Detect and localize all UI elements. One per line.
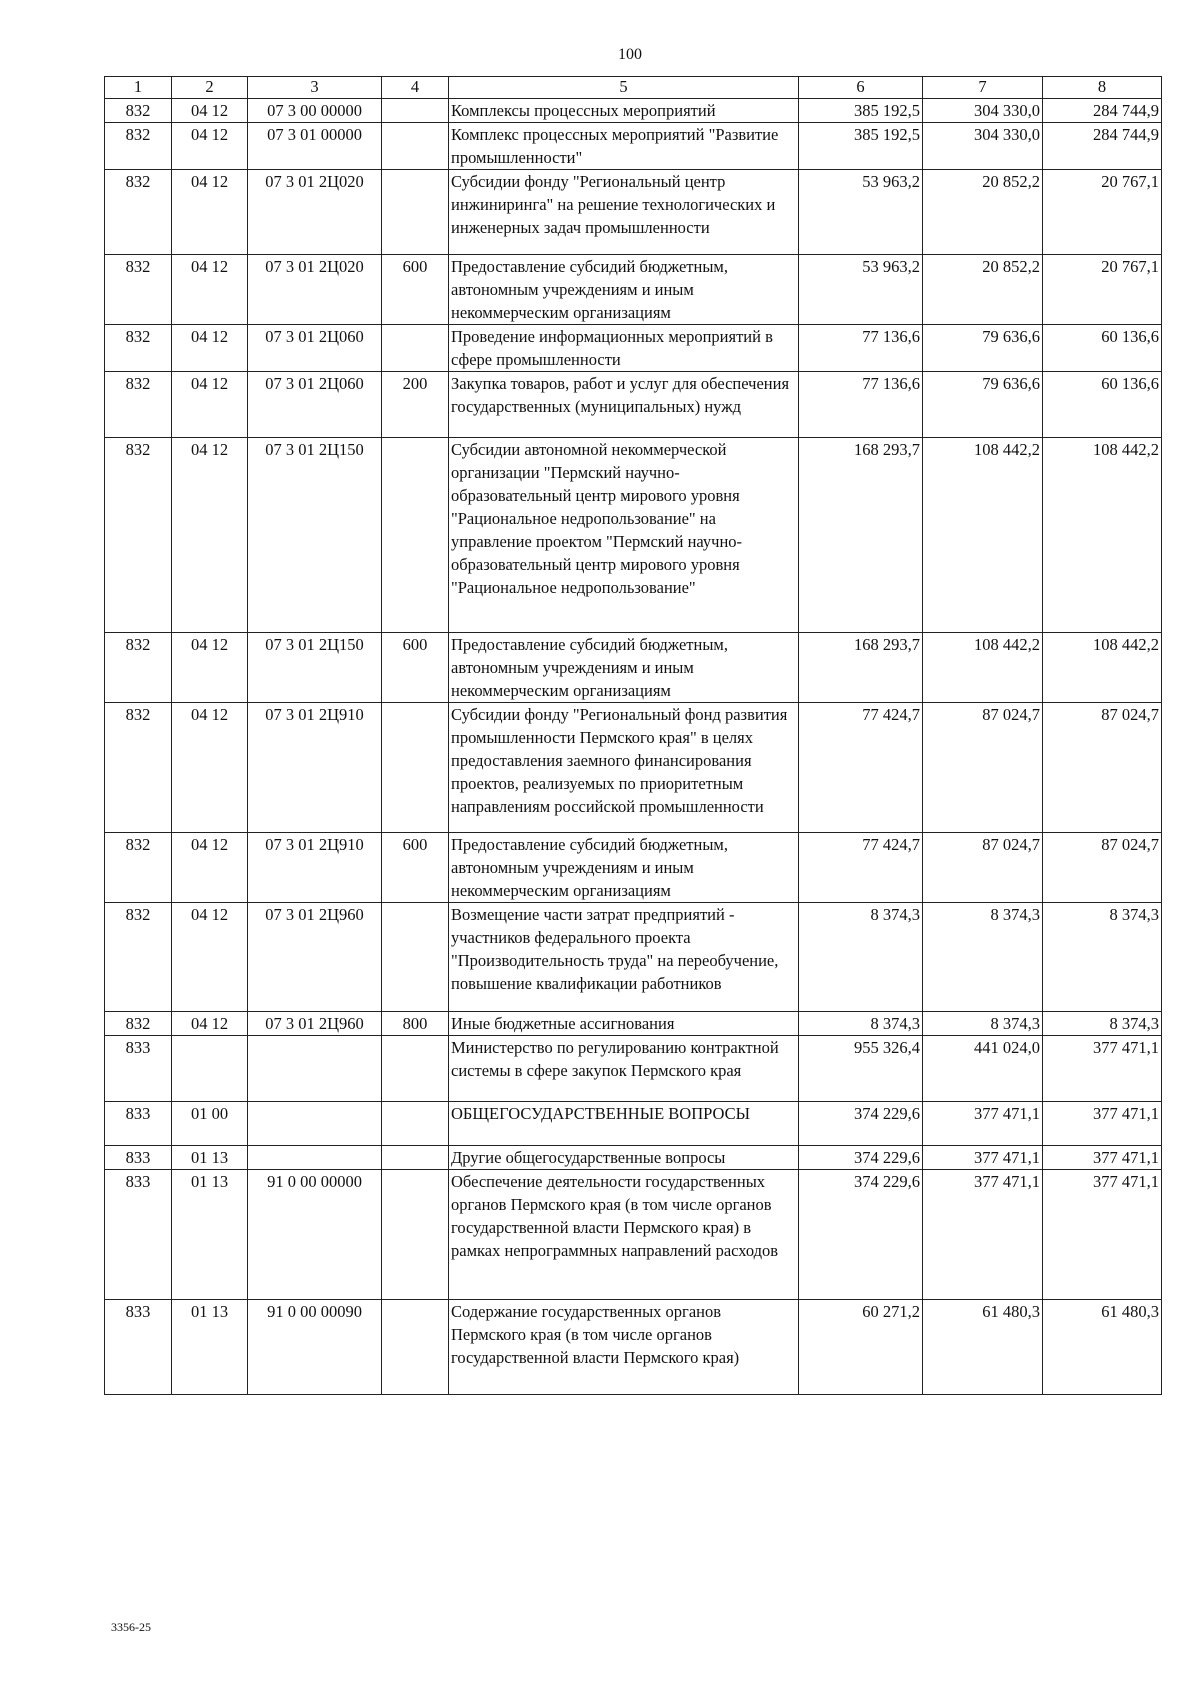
amount-col8-cell: 8 374,3 (1043, 1012, 1162, 1036)
amount-col7-cell: 20 852,2 (923, 170, 1043, 255)
table-row (105, 633, 1162, 703)
amount-col7-cell: 79 636,6 (923, 325, 1043, 372)
amount-col7-cell: 20 852,2 (923, 255, 1043, 325)
grbs-code-cell: 832 (105, 1012, 172, 1036)
amount-col8-cell: 377 471,1 (1043, 1170, 1162, 1300)
description-cell: Закупка товаров, работ и услуг для обеспечения государственных (муниципальных) нужд (449, 372, 799, 438)
expense-type-cell: 800 (382, 1012, 449, 1036)
target-article-cell: 07 3 01 2Ц020 (248, 255, 382, 325)
description-cell: Проведение информационных мероприятий в сфере промышленности (449, 325, 799, 372)
grbs-code-cell: 833 (105, 1170, 172, 1300)
page-number: 100 (618, 46, 642, 63)
expense-type-cell (382, 1300, 449, 1395)
target-article-cell: 07 3 01 2Ц150 (248, 438, 382, 633)
expense-type-cell (382, 438, 449, 633)
column-header: 4 (382, 77, 449, 99)
description-cell: Предоставление субсидий бюджетным, автономным учреждениям и иным некоммерческим организациям (449, 633, 799, 703)
amount-col8-cell: 60 136,6 (1043, 372, 1162, 438)
amount-col7-cell: 8 374,3 (923, 1012, 1043, 1036)
budget-table (104, 76, 1162, 1395)
description-cell: Субсидии фонду "Региональный центр инжиниринга" на решение технологических и инженерных задач промышленности (449, 170, 799, 255)
amount-col7-cell: 8 374,3 (923, 903, 1043, 1012)
amount-col8-cell: 20 767,1 (1043, 255, 1162, 325)
amount-col6-cell: 385 192,5 (799, 123, 923, 170)
amount-col7-cell: 377 471,1 (923, 1146, 1043, 1170)
table-row (105, 1300, 1162, 1395)
amount-col7-cell: 87 024,7 (923, 703, 1043, 833)
target-article-cell: 07 3 01 2Ц060 (248, 325, 382, 372)
amount-col7-cell: 304 330,0 (923, 123, 1043, 170)
amount-col6-cell: 374 229,6 (799, 1102, 923, 1146)
expense-type-cell (382, 99, 449, 123)
column-header: 7 (923, 77, 1043, 99)
section-code-cell: 04 12 (172, 633, 248, 703)
amount-col8-cell: 108 442,2 (1043, 633, 1162, 703)
description-cell: Комплексы процессных мероприятий (449, 99, 799, 123)
amount-col6-cell: 77 136,6 (799, 372, 923, 438)
section-code-cell: 04 12 (172, 1012, 248, 1036)
table-row (105, 325, 1162, 372)
grbs-code-cell: 832 (105, 123, 172, 170)
description-cell: Иные бюджетные ассигнования (449, 1012, 799, 1036)
table-row (105, 1146, 1162, 1170)
section-code-cell: 01 13 (172, 1146, 248, 1170)
table-row (105, 170, 1162, 255)
description-cell: ОБЩЕГОСУДАРСТВЕННЫЕ ВОПРОСЫ (449, 1102, 799, 1146)
section-code-cell (172, 1036, 248, 1102)
table-row (105, 903, 1162, 1012)
target-article-cell: 07 3 01 2Ц910 (248, 833, 382, 903)
amount-col8-cell: 8 374,3 (1043, 903, 1162, 1012)
amount-col6-cell: 955 326,4 (799, 1036, 923, 1102)
grbs-code-cell: 832 (105, 833, 172, 903)
description-cell: Обеспечение деятельности государственных органов Пермского края (в том числе органов государственной власти Пермского края) в рамках непрограммных направлений расходов (449, 1170, 799, 1300)
table-row (105, 833, 1162, 903)
expense-type-cell: 200 (382, 372, 449, 438)
expense-type-cell (382, 1146, 449, 1170)
footer-code: 3356-25 (111, 1620, 151, 1634)
amount-col8-cell: 108 442,2 (1043, 438, 1162, 633)
column-header: 5 (449, 77, 799, 99)
section-code-cell: 04 12 (172, 325, 248, 372)
amount-col8-cell: 284 744,9 (1043, 99, 1162, 123)
table-row (105, 1170, 1162, 1300)
section-code-cell: 04 12 (172, 372, 248, 438)
expense-type-cell: 600 (382, 833, 449, 903)
amount-col8-cell: 377 471,1 (1043, 1036, 1162, 1102)
amount-col7-cell: 108 442,2 (923, 438, 1043, 633)
amount-col8-cell: 377 471,1 (1043, 1102, 1162, 1146)
table-row (105, 255, 1162, 325)
table-row (105, 99, 1162, 123)
column-header: 8 (1043, 77, 1162, 99)
grbs-code-cell: 832 (105, 99, 172, 123)
description-cell: Предоставление субсидий бюджетным, автономным учреждениям и иным некоммерческим организациям (449, 255, 799, 325)
amount-col7-cell: 377 471,1 (923, 1170, 1043, 1300)
amount-col6-cell: 385 192,5 (799, 99, 923, 123)
target-article-cell (248, 1102, 382, 1146)
expense-type-cell (382, 703, 449, 833)
target-article-cell: 07 3 01 00000 (248, 123, 382, 170)
section-code-cell: 04 12 (172, 170, 248, 255)
grbs-code-cell: 833 (105, 1146, 172, 1170)
amount-col6-cell: 374 229,6 (799, 1146, 923, 1170)
expense-type-cell (382, 123, 449, 170)
grbs-code-cell: 832 (105, 703, 172, 833)
grbs-code-cell: 832 (105, 903, 172, 1012)
amount-col8-cell: 87 024,7 (1043, 833, 1162, 903)
amount-col6-cell: 77 424,7 (799, 833, 923, 903)
amount-col7-cell: 87 024,7 (923, 833, 1043, 903)
amount-col6-cell: 168 293,7 (799, 633, 923, 703)
column-header: 6 (799, 77, 923, 99)
grbs-code-cell: 833 (105, 1300, 172, 1395)
expense-type-cell (382, 1102, 449, 1146)
amount-col6-cell: 60 271,2 (799, 1300, 923, 1395)
amount-col6-cell: 77 136,6 (799, 325, 923, 372)
amount-col7-cell: 108 442,2 (923, 633, 1043, 703)
grbs-code-cell: 832 (105, 255, 172, 325)
section-code-cell: 04 12 (172, 123, 248, 170)
table-row (105, 1012, 1162, 1036)
description-cell: Министерство по регулированию контрактной системы в сфере закупок Пермского края (449, 1036, 799, 1102)
table-row (105, 703, 1162, 833)
description-cell: Возмещение части затрат предприятий - участников федерального проекта "Производительность труда" на переобучение, повышение квалификации работников (449, 903, 799, 1012)
target-article-cell: 07 3 01 2Ц020 (248, 170, 382, 255)
section-code-cell: 04 12 (172, 903, 248, 1012)
table-row (105, 123, 1162, 170)
table-row (105, 438, 1162, 633)
description-cell: Субсидии автономной некоммерческой организации "Пермский научно-образовательный центр мирового уровня "Рациональное недропользование" на управление проектом "Пермский научно-образовательный центр мирового уровня "Рациональное недропользование" (449, 438, 799, 633)
grbs-code-cell: 832 (105, 633, 172, 703)
amount-col8-cell: 377 471,1 (1043, 1146, 1162, 1170)
amount-col8-cell: 87 024,7 (1043, 703, 1162, 833)
amount-col6-cell: 168 293,7 (799, 438, 923, 633)
description-cell: Комплекс процессных мероприятий "Развитие промышленности" (449, 123, 799, 170)
table-row (105, 1036, 1162, 1102)
section-code-cell: 04 12 (172, 255, 248, 325)
section-code-cell: 01 00 (172, 1102, 248, 1146)
table-row (105, 1102, 1162, 1146)
amount-col6-cell: 374 229,6 (799, 1170, 923, 1300)
section-code-cell: 01 13 (172, 1300, 248, 1395)
grbs-code-cell: 832 (105, 170, 172, 255)
description-cell: Предоставление субсидий бюджетным, автономным учреждениям и иным некоммерческим организациям (449, 833, 799, 903)
grbs-code-cell: 832 (105, 372, 172, 438)
table-body (105, 99, 1162, 1395)
expense-type-cell: 600 (382, 633, 449, 703)
target-article-cell: 07 3 01 2Ц060 (248, 372, 382, 438)
amount-col7-cell: 377 471,1 (923, 1102, 1043, 1146)
header-row (105, 77, 1162, 99)
amount-col7-cell: 79 636,6 (923, 372, 1043, 438)
expense-type-cell (382, 325, 449, 372)
section-code-cell: 04 12 (172, 703, 248, 833)
grbs-code-cell: 833 (105, 1036, 172, 1102)
amount-col8-cell: 61 480,3 (1043, 1300, 1162, 1395)
table-row (105, 372, 1162, 438)
amount-col8-cell: 20 767,1 (1043, 170, 1162, 255)
target-article-cell: 07 3 01 2Ц910 (248, 703, 382, 833)
amount-col6-cell: 8 374,3 (799, 903, 923, 1012)
target-article-cell: 07 3 01 2Ц960 (248, 903, 382, 1012)
amount-col6-cell: 8 374,3 (799, 1012, 923, 1036)
expense-type-cell (382, 1170, 449, 1300)
section-code-cell: 04 12 (172, 833, 248, 903)
amount-col6-cell: 53 963,2 (799, 255, 923, 325)
target-article-cell: 07 3 01 2Ц960 (248, 1012, 382, 1036)
description-cell: Другие общегосударственные вопросы (449, 1146, 799, 1170)
target-article-cell (248, 1146, 382, 1170)
amount-col7-cell: 441 024,0 (923, 1036, 1043, 1102)
section-code-cell: 01 13 (172, 1170, 248, 1300)
column-header: 1 (105, 77, 172, 99)
target-article-cell: 91 0 00 00000 (248, 1170, 382, 1300)
column-header: 3 (248, 77, 382, 99)
target-article-cell: 07 3 01 2Ц150 (248, 633, 382, 703)
section-code-cell: 04 12 (172, 99, 248, 123)
expense-type-cell (382, 170, 449, 255)
expense-type-cell (382, 1036, 449, 1102)
amount-col6-cell: 53 963,2 (799, 170, 923, 255)
expense-type-cell: 600 (382, 255, 449, 325)
target-article-cell (248, 1036, 382, 1102)
grbs-code-cell: 833 (105, 1102, 172, 1146)
amount-col8-cell: 60 136,6 (1043, 325, 1162, 372)
amount-col8-cell: 284 744,9 (1043, 123, 1162, 170)
amount-col7-cell: 61 480,3 (923, 1300, 1043, 1395)
description-cell: Субсидии фонду "Региональный фонд развития промышленности Пермского края" в целях предоставления заемного финансирования проектов, реализуемых по приоритетным направлениям российской промышленности (449, 703, 799, 833)
amount-col6-cell: 77 424,7 (799, 703, 923, 833)
target-article-cell: 07 3 00 00000 (248, 99, 382, 123)
target-article-cell: 91 0 00 00090 (248, 1300, 382, 1395)
grbs-code-cell: 832 (105, 438, 172, 633)
description-cell: Содержание государственных органов Пермского края (в том числе органов государственной власти Пермского края) (449, 1300, 799, 1395)
column-header: 2 (172, 77, 248, 99)
section-code-cell: 04 12 (172, 438, 248, 633)
expense-type-cell (382, 903, 449, 1012)
amount-col7-cell: 304 330,0 (923, 99, 1043, 123)
grbs-code-cell: 832 (105, 325, 172, 372)
